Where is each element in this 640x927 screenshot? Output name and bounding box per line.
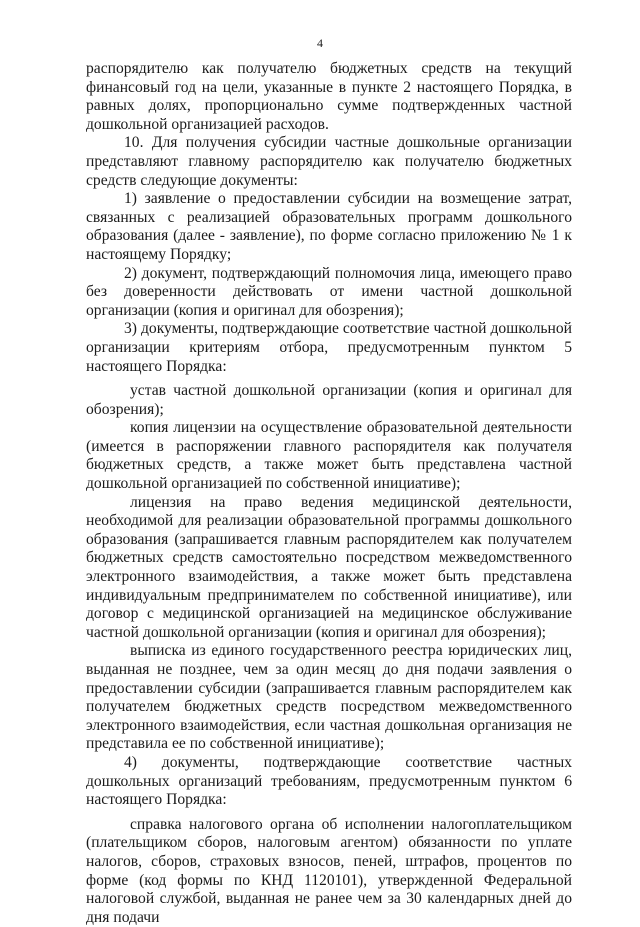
paragraph-subitem-2: 2) документ, подтверждающий полномочия лица, имеющего право без доверенности действовать от имени частной дошкольной организации (копия и оригинал для обозрения); [86,264,572,319]
paragraph-license-copy: копия лицензии на осуществление образовательной деятельности (имеется в распоряжении главного распорядителя как получателя бюджетных средств, а также может быть представлена частной дошкольной организацией по собственной инициативе); [86,419,572,493]
document-body [86,60,572,927]
paragraph-charter: устав частной дошкольной организации (копия и оригинал для обозрения); [86,382,572,418]
paragraph-subitem-3: 3) документы, подтверждающие соответствие частной дошкольной организации критериям отбора, предусмотренным пунктом 5 настоящего Порядка: [86,320,572,375]
page-number: 4 [317,36,323,50]
paragraph-registry-extract: выписка из единого государственного реестра юридических лиц, выданная не позднее, чем за один месяц до дня подачи заявления о предоставлении субсидии (запрашивается главным распорядителем как получателем бюджетных средств посредством межведомственного электронного взаимодействия, если частная дошкольная организация не представила ее по собственной инициативе); [86,642,572,753]
paragraph-item-10: 10. Для получения субсидии частные дошкольные организации представляют главному распорядителю как получателю бюджетных средств следующие документы: [86,134,572,189]
paragraph-medical-license: лицензия на право ведения медицинской деятельности, необходимой для реализации образовательной программы дошкольного образования (запрашивается главным распорядителем как получателем бюджетных средств самостоятельно посредством межведомственного электронного взаимодействия, а также может быть представлена индивидуальным предпринимателем по собственной инициативе), или договор с медицинской организацией на медицинское обслуживание частной дошкольной организации (копия и оригинал для обозрения); [86,493,572,641]
paragraph-continuation: распорядителю как получателю бюджетных средств на текущий финансовый год на цели, указанные в пункте 2 настоящего Порядка, в равных долях, пропорционально сумме подтвержденных частной дошкольной организацией расходов. [86,60,572,133]
paragraph-subitem-1: 1) заявление о предоставлении субсидии на возмещение затрат, связанных с реализацией образовательных программ дошкольного образования (далее - заявление), по форме согласно приложению № 1 к настоящему Порядку; [86,190,572,263]
paragraph-tax-certificate: справка налогового органа об исполнении налогоплательщиком (плательщиком сборов, налоговым агентом) обязанности по уплате налогов, сборов, страховых взносов, пеней, штрафов, процентов по форме (код формы по КНД 1120101), утвержденной Федеральной налоговой службой, выданная не ранее чем за 30 календарных дней до дня подачи [86,815,572,926]
paragraph-subitem-4: 4) документы, подтверждающие соответствие частных дошкольных организаций требованиям, предусмотренным пунктом 6 настоящего Порядка: [86,753,572,809]
